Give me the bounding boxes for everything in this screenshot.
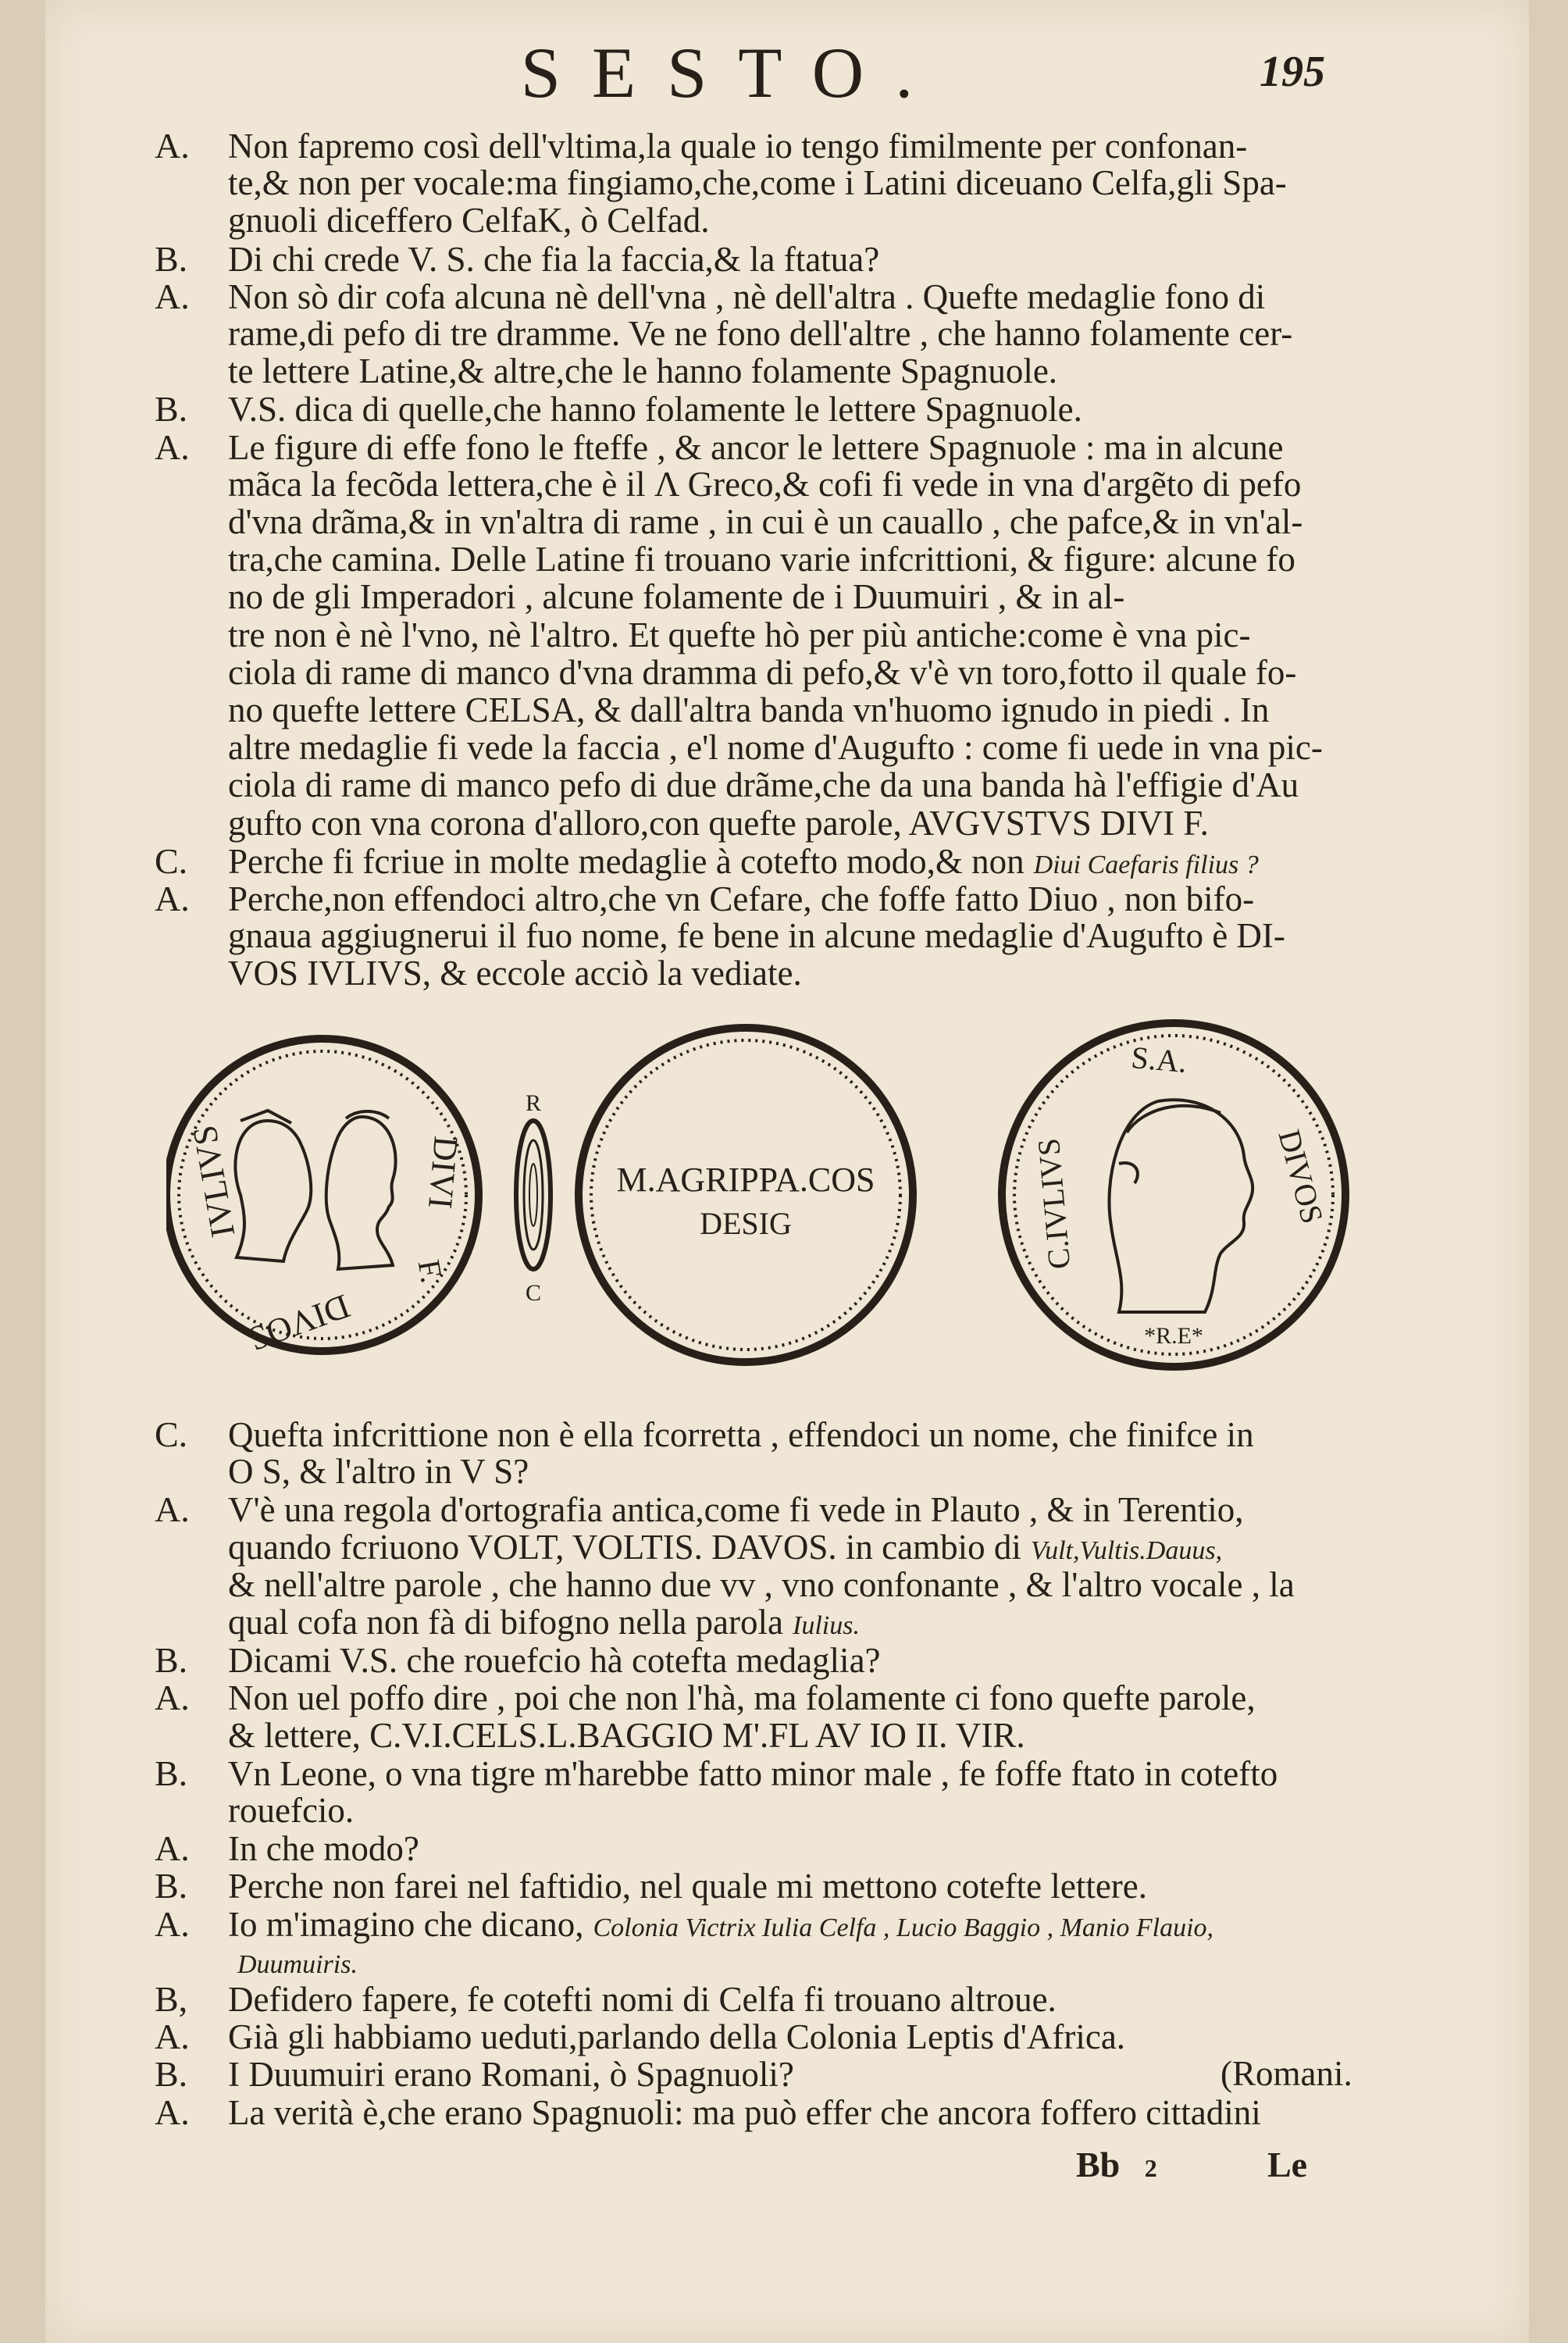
- medal-right-label-sa: S.A.: [1129, 1040, 1188, 1080]
- medal-left-label-divi: DIVI: [420, 1134, 465, 1211]
- dialogue-line: [155, 351, 1057, 391]
- speaker-label: B.: [155, 1753, 188, 1793]
- signature-mark: [1076, 2144, 1157, 2185]
- speaker-label: A.: [155, 1903, 190, 1944]
- dialogue-line: [155, 953, 802, 993]
- medal-illustrations: [166, 1015, 1416, 1375]
- dialogue-line: [155, 840, 1259, 882]
- dialogue-line: [155, 501, 1303, 542]
- dialogue-text: rouefcio.: [228, 1791, 355, 1830]
- dialogue-line: [155, 162, 1287, 203]
- dialogue-line: [155, 1790, 354, 1831]
- dialogue-text: Già gli habbiamo ueduti,parlando della Colonia Leptis d'Africa.: [228, 2017, 1126, 2057]
- dialogue-text: Non sò dir cofa alcuna nè dell'vna , nè dell'altra . Quefte medaglie fono di: [228, 276, 1266, 316]
- dialogue-line: [155, 2053, 1352, 2095]
- dialogue-text: ciola di rame di manco pefo di due drãme,che da una banda hà l'effigie d'Au: [228, 765, 1299, 805]
- dialogue-line: [155, 803, 1209, 843]
- dialogue-text: Defidero fapere, fe cotefti nomi di Celfa fi trouano altroue.: [228, 1980, 1057, 2019]
- dialogue-text: Io m'imagino che dicano,: [228, 1904, 584, 1944]
- dialogue-line: [155, 878, 1254, 919]
- medal-edge-mark-r: R: [525, 1090, 542, 1116]
- dialogue-line: [155, 276, 1265, 317]
- dialogue-text: te,& non per vocale:ma fingiamo,che,come i Latini diceuano Celfa,gli Spa-: [228, 163, 1287, 203]
- dialogue-line: [155, 1753, 1278, 1794]
- dialogue-text: tra,che camina. Delle Latine fi trouano varie infcrittioni, & figure: alcune fo: [228, 540, 1295, 580]
- dialogue-text: ciola di rame di manco d'vna dramma di pefo,& v'è vn toro,fotto il quale fo-: [228, 652, 1297, 692]
- speaker-label: C.: [155, 1414, 188, 1454]
- speaker-label: B.: [155, 1640, 188, 1681]
- speaker-label: A.: [155, 1828, 190, 1869]
- dialogue-line: [155, 1715, 1025, 1756]
- dialogue-line: [155, 2092, 1261, 2133]
- dialogue-line: [155, 1978, 1057, 2020]
- dialogue-text: & lettere, C.V.I.CELS.L.BAGGIO M'.FL AV IO II. VIR.: [228, 1715, 1025, 1755]
- speaker-label: B.: [155, 238, 188, 279]
- dialogue-line: [155, 1414, 1254, 1455]
- margin-note: (Romani.: [1221, 2054, 1352, 2094]
- speaker-label: B.: [155, 2054, 188, 2095]
- dialogue-text: Dicami V.S. che rouefcio hà cotefta medaglia?: [228, 1641, 881, 1681]
- dialogue-text: Non fapremo così dell'vltima,la quale io tengo fimilmente per confonan-: [228, 127, 1248, 166]
- catchword: Le: [1267, 2145, 1308, 2184]
- dialogue-text: mãca la fecõda lettera,che è il Λ Greco,& cofi fi vede in vna d'argẽto di pefo: [228, 464, 1302, 504]
- dialogue-text: O S, & l'altro in V S?: [228, 1452, 529, 1492]
- speaker-label: A.: [155, 2017, 190, 2057]
- medal-left: [166, 1039, 479, 1359]
- dialogue-line: [155, 1564, 1295, 1605]
- dialogue-text: altre medaglie fi vede la faccia , e'l nome d'Augufto : come fi uede in vna pic-: [228, 728, 1323, 768]
- dialogue-text: V'è una regola d'ortografia antica,come fi vede in Plauto , & in Terentio,: [228, 1490, 1244, 1530]
- medal-middle-line1: M.AGRIPPA.COS: [616, 1161, 875, 1199]
- speaker-label: A.: [155, 879, 190, 918]
- dialogue-text: Perche non farei nel faftidio, nel quale mi mettono cotefte lettere.: [228, 1867, 1148, 1906]
- dialogue-text: VOS IVLIVS, & eccole acciò la vediate.: [228, 954, 802, 993]
- dialogue-text: La verità è,che erano Spagnuoli: ma può effer che ancora foffero cittadini: [228, 2092, 1261, 2132]
- dialogue-line: [155, 464, 1301, 505]
- dialogue-text: Non uel poffo dire , poi che non l'hà, ma folamente ci fono quefte parole,: [228, 1678, 1256, 1718]
- dialogue-text: Vn Leone, o vna tigre m'harebbe fatto minor male , fe foffe ftato in cotefto: [228, 1753, 1278, 1793]
- dialogue-text: d'vna drãma,& in vn'altra di rame , in cui è un cauallo , che pafce,& in vn'al-: [228, 502, 1303, 541]
- medal-right-label-cjulius: C.IVLIVS: [1030, 1136, 1078, 1271]
- dialogue-line: [155, 915, 1285, 956]
- dialogue-line: [155, 2016, 1125, 2057]
- dialogue-text: te lettere Latine,& altre,che le hanno folamente Spagnuole.: [228, 351, 1058, 391]
- medal-edge-mark-c: C: [525, 1280, 542, 1306]
- dialogue-text: rame,di pefo di tre dramme. Ve ne fono dell'altre , che hanno folamente cer-: [228, 314, 1293, 353]
- dialogue-line: [155, 539, 1295, 580]
- dialogue-text: I Duumuiri erano Romani, ò Spagnuoli?: [228, 2055, 794, 2095]
- italic-latin-text: Iulius.: [793, 1611, 860, 1640]
- dialogue-line: [155, 576, 1124, 617]
- medal-left-label-julius: IVLIVS: [185, 1122, 243, 1240]
- dialogue-text: In che modo?: [228, 1829, 419, 1869]
- dialogue-line: [155, 1489, 1244, 1530]
- dialogue-text: Perche fi fcriue in molte medaglie à cotefto modo,& non: [228, 841, 1025, 881]
- dialogue-text: qual cofa non fà di bifogno nella parola: [228, 1603, 783, 1642]
- speaker-label: A.: [155, 1489, 190, 1530]
- signature-number: 2: [1144, 2154, 1157, 2182]
- dialogue-text: gnaua aggiugnerui il fuo nome, fe bene in alcune medaglie d'Augufto è DI-: [228, 916, 1285, 956]
- dialogue-line: [155, 765, 1299, 805]
- medal-left-label-divos: DIVOS: [243, 1286, 355, 1359]
- dialogue-line: [155, 388, 1082, 430]
- italic-latin-text: Colonia Victrix Iulia Celfa , Lucio Baggio , Manio Flauio,: [593, 1913, 1214, 1942]
- dialogue-text: gufto con vna corona d'alloro,con quefte parole, AVGVSTVS DIVI F.: [228, 803, 1209, 843]
- speaker-label: A.: [155, 426, 190, 467]
- dialogue-text: Le figure di effe fono le fteffe , & ancor le lettere Spagnuole : ma in alcune: [228, 427, 1284, 467]
- dialogue-text: Di chi crede V. S. che fia la faccia,& la ftatua?: [228, 239, 880, 279]
- italic-latin-text: Diui Caefaris filius ?: [1033, 850, 1259, 879]
- dialogue-line: [155, 1828, 419, 1869]
- medal-middle: [579, 1028, 913, 1362]
- dialogue-line: [155, 238, 879, 280]
- dialogue-line: [155, 426, 1284, 468]
- dialogue-line: [155, 1677, 1256, 1718]
- page-number: 195: [1260, 48, 1325, 96]
- dialogue-line: [155, 1602, 860, 1642]
- speaker-label: A.: [155, 126, 190, 166]
- dialogue-text: gnuoli diceffero CelfaK, ò Celfad.: [228, 201, 710, 241]
- dialogue-text: quando fcriuono VOLT, VOLTIS. DAVOS. in cambio di: [228, 1527, 1021, 1567]
- dialogue-line: [155, 690, 1269, 730]
- speaker-label: A.: [155, 2092, 190, 2132]
- dialogue-text: Quefta infcrittione non è ella fcorretta , effendoci un nome, che finifce in: [228, 1415, 1254, 1454]
- dialogue-line: [155, 727, 1323, 768]
- running-title: SESTO.: [520, 33, 945, 112]
- medal-right: [1002, 1023, 1345, 1367]
- speaker-label: B,: [155, 1979, 188, 2019]
- medal-right-label-re: *R.E*: [1144, 1323, 1203, 1349]
- dialogue-line: [155, 1941, 358, 1981]
- dialogue-text: Perche,non effendoci altro,che vn Cefare, che foffe fatto Diuo , non bifo-: [228, 879, 1255, 918]
- medal-edge: [516, 1090, 551, 1306]
- dialogue-line: [155, 1527, 1222, 1567]
- dialogue-text: V.S. dica di quelle,che hanno folamente le lettere Spagnuole.: [228, 390, 1082, 430]
- dialogue-line: [155, 652, 1296, 693]
- dialogue-line: [155, 1639, 881, 1681]
- italic-latin-text: Vult,Vultis.Dauus,: [1030, 1535, 1223, 1565]
- speaker-label: B.: [155, 389, 188, 430]
- signature-letters: Bb: [1076, 2145, 1121, 2184]
- medal-left-label-f: F.: [411, 1257, 450, 1286]
- dialogue-line: [155, 125, 1247, 166]
- italic-latin-text: Duumuiris.: [237, 1949, 358, 1979]
- speaker-label: B.: [155, 1866, 188, 1906]
- dialogue-text: no quefte lettere CELSA, & dall'altra banda vn'huomo ignudo in piedi . In: [228, 690, 1270, 729]
- medal-middle-line2: DESIG: [700, 1206, 792, 1241]
- speaker-label: A.: [155, 1678, 190, 1718]
- speaker-label: C.: [155, 840, 188, 881]
- dialogue-line: [155, 1451, 529, 1492]
- dialogue-line: [155, 1903, 1213, 1945]
- dialogue-text: & nell'altre parole , che hanno due vv , vno confonante , & l'altro vocale , la: [228, 1564, 1295, 1604]
- medal-right-label-divos: DIVOS: [1271, 1125, 1331, 1228]
- dialogue-line: [155, 200, 709, 241]
- dialogue-text: tre non è nè l'vno, nè l'altro. Et quefte hò per più antiche:come è vna pic-: [228, 615, 1251, 654]
- speaker-label: A.: [155, 276, 190, 316]
- dialogue-text: no de gli Imperadori , alcune folamente de i Duumuiri , & in al-: [228, 577, 1125, 617]
- book-page: [45, 0, 1529, 2343]
- dialogue-line: [155, 313, 1292, 354]
- dialogue-line: [155, 1865, 1147, 1906]
- dialogue-line: [155, 615, 1250, 655]
